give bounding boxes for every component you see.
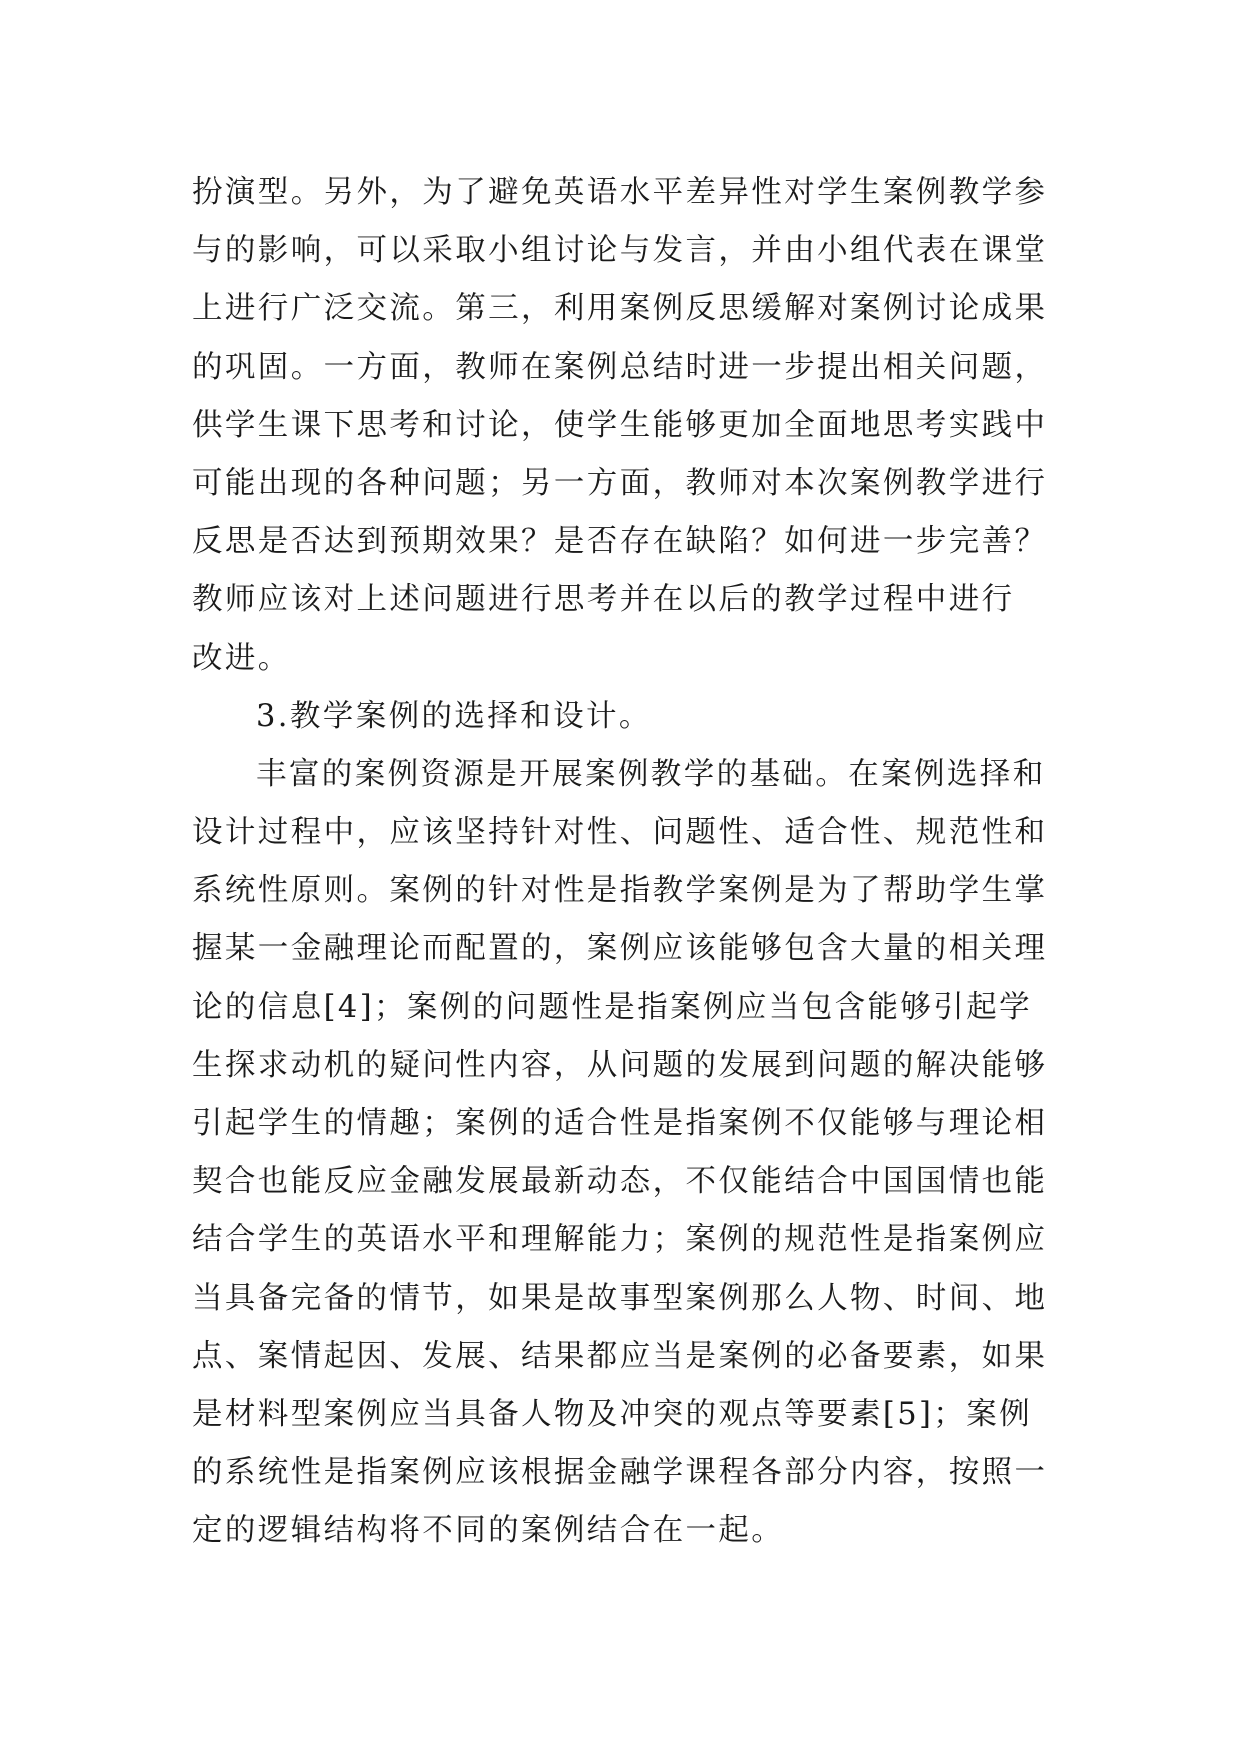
text-line: 的巩固。一方面，教师在案例总结时进一步提出相关问题， bbox=[192, 349, 1048, 385]
text-line: 契合也能反应金融发展最新动态，不仅能结合中国国情也能 bbox=[192, 1164, 1048, 1200]
text-line: 改进。 bbox=[192, 640, 291, 676]
text-line: 当具备完备的情节，如果是故事型案例那么人物、时间、地 bbox=[192, 1280, 1048, 1316]
text-line: 反思是否达到预期效果？是否存在缺陷？如何进一步完善？ bbox=[192, 524, 1048, 560]
text-line: 的系统性是指案例应该根据金融学课程各部分内容，按照一 bbox=[192, 1455, 1048, 1491]
text-line: 是材料型案例应当具备人物及冲突的观点等要素[5]；案例 bbox=[192, 1396, 1033, 1432]
paragraph-2 bbox=[192, 746, 1072, 1561]
text-line: 引起学生的情趣；案例的适合性是指案例不仅能够与理论相 bbox=[192, 1106, 1048, 1141]
text-line: 上进行广泛交流。第三，利用案例反思缓解对案例讨论成果 bbox=[192, 291, 1048, 327]
text-line: 生探求动机的疑问性内容，从问题的发展到问题的解决能够 bbox=[192, 1047, 1048, 1083]
text-line: 握某一金融理论而配置的，案例应该能够包含大量的相关理 bbox=[192, 931, 1048, 967]
text-line: 点、案情起因、发展、结果都应当是案例的必备要素，如果 bbox=[192, 1338, 1048, 1374]
text-line: 供学生课下思考和讨论，使学生能够更加全面地思考实践中 bbox=[192, 407, 1048, 443]
text-line: 丰富的案例资源是开展案例教学的基础。在案例选择和 bbox=[256, 756, 1046, 792]
section-heading: 3.教学案例的选择和设计。 bbox=[256, 698, 652, 734]
text-line: 教师应该对上述问题进行思考并在以后的教学过程中进行 bbox=[192, 582, 1015, 618]
text-line: 扮演型。另外，为了避免英语水平差异性对学生案例教学参 bbox=[192, 175, 1048, 210]
text-line: 定的逻辑结构将不同的案例结合在一起。 bbox=[192, 1513, 785, 1549]
text-line: 设计过程中，应该坚持针对性、问题性、适合性、规范性和 bbox=[192, 815, 1048, 851]
body-text bbox=[192, 164, 1072, 1561]
text-line: 论的信息[4]；案例的问题性是指案例应当包含能够引起学 bbox=[192, 989, 1033, 1025]
text-line: 系统性原则。案例的针对性是指教学案例是为了帮助学生掌 bbox=[192, 873, 1048, 909]
paragraph-1 bbox=[192, 164, 1072, 688]
text-line: 与的影响，可以采取小组讨论与发言，并由小组代表在课堂 bbox=[192, 233, 1048, 269]
text-line: 结合学生的英语水平和理解能力；案例的规范性是指案例应 bbox=[192, 1222, 1048, 1258]
text-line: 可能出现的各种问题；另一方面，教师对本次案例教学进行 bbox=[192, 465, 1048, 501]
